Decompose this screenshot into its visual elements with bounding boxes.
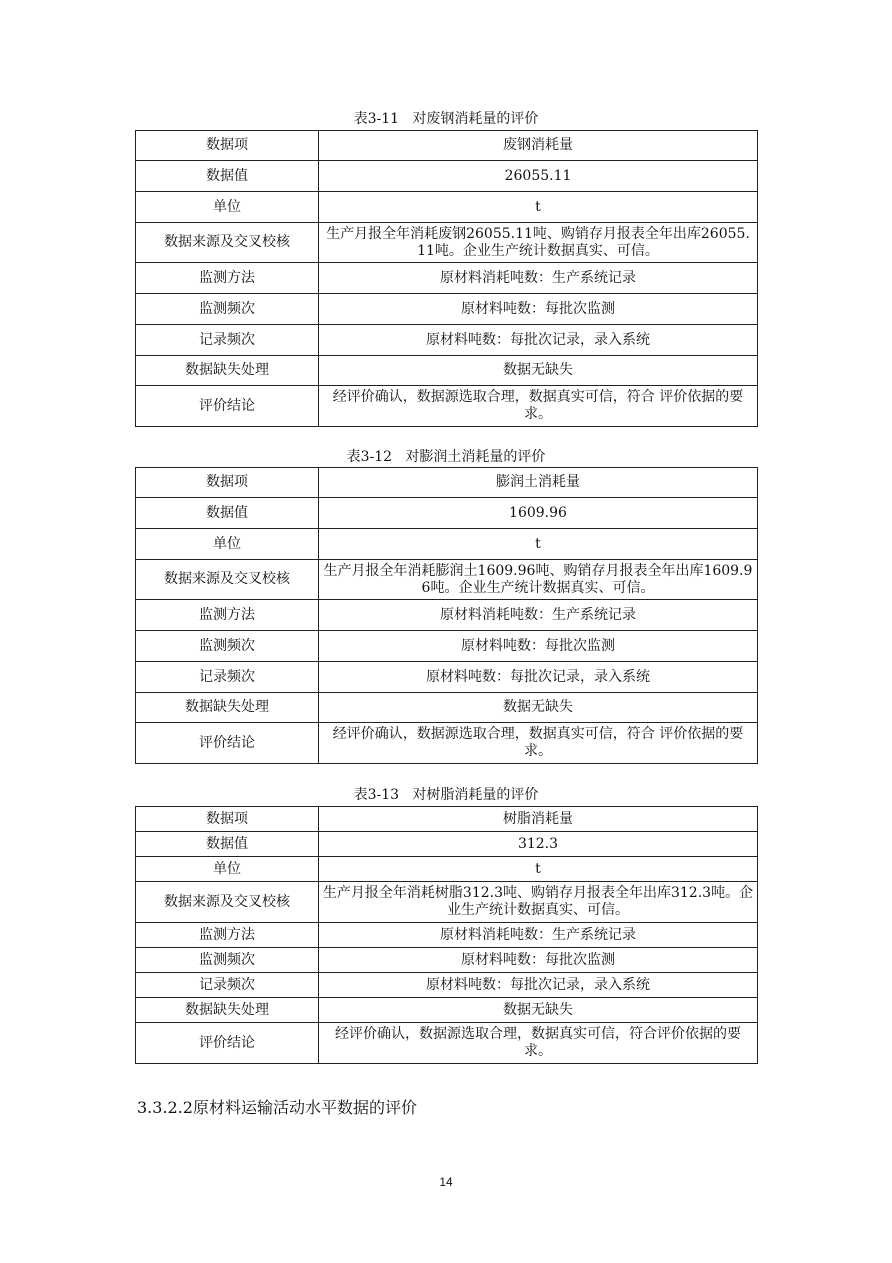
row-label: 数据值: [136, 832, 319, 857]
page-number: 14: [439, 1175, 453, 1189]
row-value: 数据无缺失: [319, 693, 758, 723]
row-value: 原材料消耗吨数：生产系统记录: [319, 263, 758, 294]
row-value: 生产月报全年消耗膨润土1609.96吨、购销存月报表全年出库1609.96吨。企业生产统计数据真实、可信。: [319, 560, 758, 600]
row-label: 数据值: [136, 498, 319, 529]
row-value: 原材料吨数：每批次记录，录入系统: [319, 662, 758, 693]
table-resin-evaluation: [135, 806, 758, 1064]
row-value: 废钢消耗量: [319, 131, 758, 161]
row-label: 记录频次: [136, 662, 319, 693]
row-label: 数据来源及交叉校核: [136, 223, 319, 263]
row-label: 评价结论: [136, 386, 319, 427]
row-label: 评价结论: [136, 1023, 319, 1064]
table-row: [136, 662, 758, 693]
row-label: 监测方法: [136, 923, 319, 948]
row-value: 原材料吨数：每批次监测: [319, 294, 758, 325]
table-caption-3-13: 表3-13 对树脂消耗量的评价: [353, 787, 539, 803]
table-row: [136, 832, 758, 857]
table-row: [136, 857, 758, 882]
row-label: 数据来源及交叉校核: [136, 560, 319, 600]
table-row: [136, 693, 758, 723]
row-label: 记录频次: [136, 325, 319, 356]
row-value: 原材料消耗吨数：生产系统记录: [319, 600, 758, 631]
row-value: 生产月报全年消耗树脂312.3吨、购销存月报表全年出库312.3吨。企业生产统计数据真实、可信。: [319, 882, 758, 923]
row-value: 生产月报全年消耗废钢26055.11吨、购销存月报表全年出库26055.11吨。企业生产统计数据真实、可信。: [319, 223, 758, 263]
row-value: 1609.96: [319, 498, 758, 529]
row-label: 单位: [136, 857, 319, 882]
table-row: [136, 631, 758, 662]
table-row: [136, 325, 758, 356]
row-label: 评价结论: [136, 723, 319, 764]
table-row: [136, 498, 758, 529]
row-label: 数据值: [136, 161, 319, 192]
row-value: 数据无缺失: [319, 356, 758, 386]
row-value: t: [319, 857, 758, 882]
row-label: 数据缺失处理: [136, 693, 319, 723]
row-value: t: [319, 192, 758, 223]
table-row: [136, 560, 758, 600]
row-value: 膨润土消耗量: [319, 468, 758, 498]
row-label: 数据来源及交叉校核: [136, 882, 319, 923]
table-row: [136, 723, 758, 764]
row-label: 单位: [136, 529, 319, 560]
row-label: 数据缺失处理: [136, 998, 319, 1023]
row-value: 树脂消耗量: [319, 807, 758, 832]
table-row: [136, 973, 758, 998]
table-row: [136, 192, 758, 223]
row-value: 原材料吨数：每批次记录，录入系统: [319, 325, 758, 356]
table-row: [136, 294, 758, 325]
row-value: 原材料吨数：每批次记录，录入系统: [319, 973, 758, 998]
row-label: 监测方法: [136, 263, 319, 294]
row-label: 监测频次: [136, 294, 319, 325]
row-label: 数据缺失处理: [136, 356, 319, 386]
row-label: 记录频次: [136, 973, 319, 998]
row-value: 26055.11: [319, 161, 758, 192]
table-row: [136, 161, 758, 192]
table-row: [136, 223, 758, 263]
table-row: [136, 923, 758, 948]
row-label: 监测频次: [136, 631, 319, 662]
table-bentonite-evaluation: [135, 467, 758, 764]
table-row: [136, 948, 758, 973]
row-value: 原材料吨数：每批次监测: [319, 948, 758, 973]
table-row: [136, 600, 758, 631]
row-label: 数据项: [136, 131, 319, 161]
row-value: 经评价确认，数据源选取合理，数据真实可信，符合 评价依据的要求。: [319, 723, 758, 764]
section-heading: 3.3.2.2原材料运输活动水平数据的评价: [137, 1098, 417, 1117]
table-row: [136, 529, 758, 560]
row-value: 数据无缺失: [319, 998, 758, 1023]
row-value: 原材料消耗吨数：生产系统记录: [319, 923, 758, 948]
table-row: [136, 998, 758, 1023]
table-caption-3-11: 表3-11 对废钢消耗量的评价: [353, 111, 539, 127]
table-row: [136, 356, 758, 386]
row-value: 经评价确认，数据源选取合理，数据真实可信，符合 评价依据的要求。: [319, 386, 758, 427]
row-label: 数据项: [136, 807, 319, 832]
table-row: [136, 807, 758, 832]
row-value: 原材料吨数：每批次监测: [319, 631, 758, 662]
table-row: [136, 263, 758, 294]
row-label: 监测方法: [136, 600, 319, 631]
table-caption-3-12: 表3-12 对膨润土消耗量的评价: [346, 449, 546, 465]
row-value: t: [319, 529, 758, 560]
table-row: [136, 468, 758, 498]
table-row: [136, 882, 758, 923]
table-row: [136, 131, 758, 161]
row-label: 单位: [136, 192, 319, 223]
row-value: 312.3: [319, 832, 758, 857]
table-row: [136, 1023, 758, 1064]
row-label: 监测频次: [136, 948, 319, 973]
row-value: 经评价确认，数据源选取合理，数据真实可信，符合评价依据的要求。: [319, 1023, 758, 1064]
table-steel-scrap-evaluation: [135, 130, 758, 427]
row-label: 数据项: [136, 468, 319, 498]
table-row: [136, 386, 758, 427]
